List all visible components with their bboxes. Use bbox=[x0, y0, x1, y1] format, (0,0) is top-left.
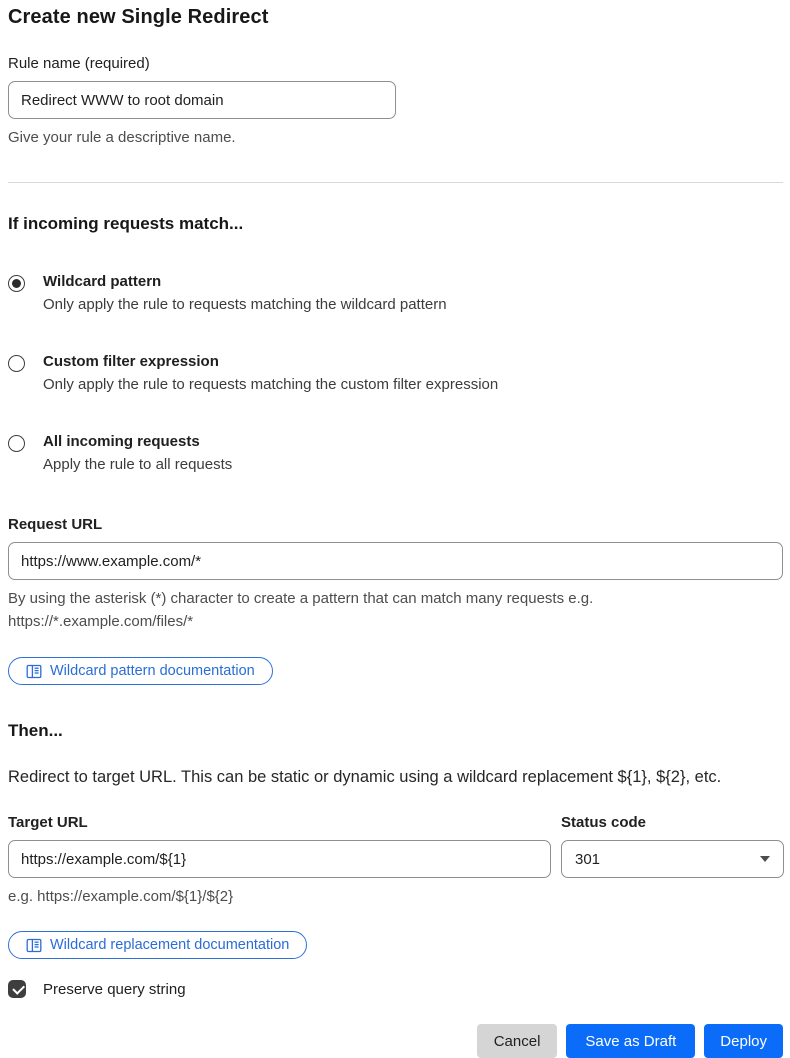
radio-description: Only apply the rule to requests matching the wildcard pattern bbox=[43, 296, 447, 313]
cancel-button[interactable]: Cancel bbox=[477, 1024, 558, 1058]
open-book-icon bbox=[26, 664, 42, 679]
radio-option-all-incoming-requests[interactable] bbox=[8, 433, 783, 473]
deploy-button[interactable]: Deploy bbox=[704, 1024, 783, 1058]
page-title: Create new Single Redirect bbox=[8, 6, 269, 28]
match-section-heading: If incoming requests match... bbox=[8, 214, 244, 233]
chevron-down-icon bbox=[760, 856, 770, 862]
rule-name-label: Rule name (required) bbox=[8, 55, 150, 72]
preserve-query-checkbox[interactable] bbox=[8, 980, 26, 998]
radio-0[interactable] bbox=[8, 275, 25, 292]
then-section-heading: Then... bbox=[8, 721, 63, 740]
match-type-radio-group bbox=[8, 273, 783, 473]
then-section-description: Redirect to target URL. This can be static or dynamic using a wildcard replacement ${1}, ${2}, etc. bbox=[8, 768, 722, 786]
target-url-label: Target URL bbox=[8, 814, 88, 831]
radio-2[interactable] bbox=[8, 435, 25, 452]
request-url-help-line1: By using the asterisk (*) character to create a pattern that can match many requests e.g. bbox=[8, 590, 594, 607]
target-url-column bbox=[8, 814, 561, 908]
preserve-query-label: Preserve query string bbox=[43, 980, 186, 998]
status-code-value: 301 bbox=[575, 850, 601, 868]
wildcard-pattern-docs-button[interactable] bbox=[8, 657, 273, 685]
rule-name-input[interactable] bbox=[8, 81, 396, 119]
open-book-icon bbox=[26, 938, 42, 953]
form-actions bbox=[8, 1024, 783, 1058]
status-code-select[interactable] bbox=[561, 840, 784, 878]
target-url-help: e.g. https://example.com/${1}/${2} bbox=[8, 888, 234, 905]
request-url-help bbox=[8, 587, 783, 633]
section-divider bbox=[8, 182, 783, 183]
radio-1[interactable] bbox=[8, 355, 25, 372]
radio-description: Only apply the rule to requests matching the custom filter expression bbox=[43, 376, 499, 393]
doc-button-label: Wildcard pattern documentation bbox=[50, 663, 255, 679]
radio-option-wildcard-pattern[interactable] bbox=[8, 273, 783, 313]
request-url-help-line2: https://*.example.com/files/* bbox=[8, 613, 194, 630]
target-url-input[interactable] bbox=[8, 840, 551, 878]
wildcard-replacement-docs-button[interactable] bbox=[8, 931, 307, 959]
preserve-query-row[interactable] bbox=[8, 980, 783, 998]
doc-button-label: Wildcard replacement documentation bbox=[50, 937, 290, 953]
radio-label: Wildcard pattern bbox=[43, 273, 162, 290]
save-as-draft-button[interactable]: Save as Draft bbox=[566, 1024, 695, 1058]
radio-label: All incoming requests bbox=[43, 433, 200, 450]
request-url-label: Request URL bbox=[8, 516, 103, 533]
status-code-label: Status code bbox=[561, 814, 647, 831]
target-and-status-row bbox=[8, 814, 783, 908]
radio-label: Custom filter expression bbox=[43, 353, 219, 370]
rule-name-help: Give your rule a descriptive name. bbox=[8, 129, 236, 146]
status-code-column bbox=[561, 814, 784, 908]
request-url-input[interactable] bbox=[8, 542, 783, 580]
radio-description: Apply the rule to all requests bbox=[43, 456, 233, 473]
radio-option-custom-filter-expression[interactable] bbox=[8, 353, 783, 393]
